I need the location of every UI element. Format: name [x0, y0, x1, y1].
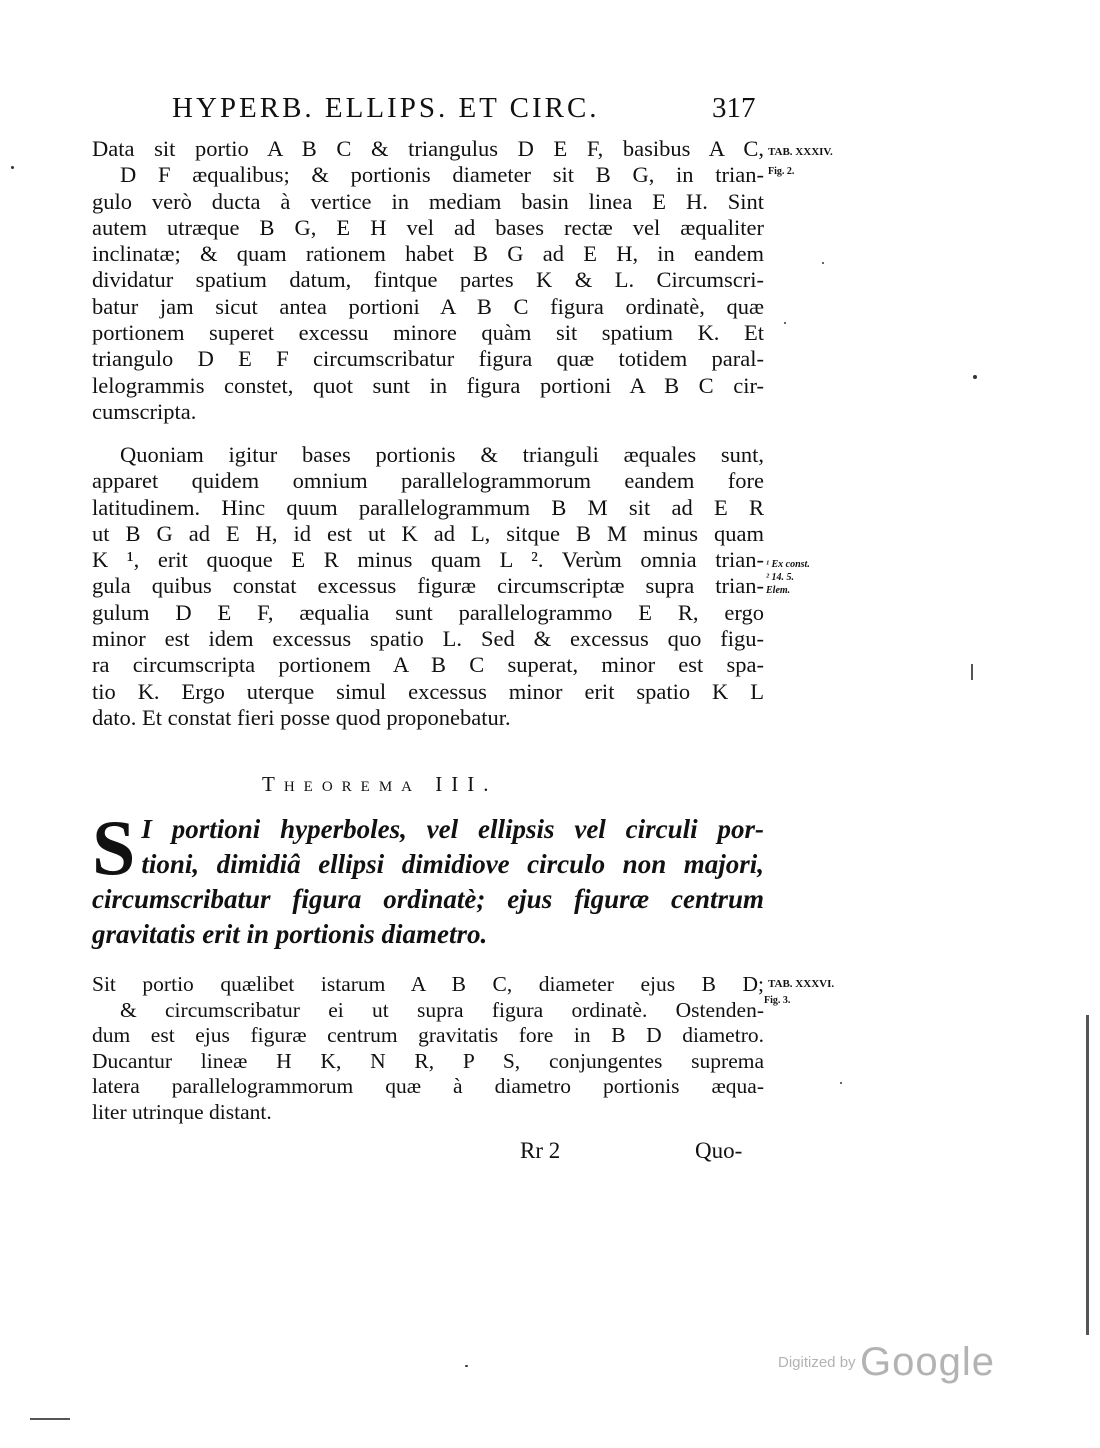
text-line: inclinatæ; & quam rationem habet B G ad E H, in eandem [92, 241, 764, 267]
text-line: batur jam sicut antea portioni A B C figura ordinatè, quæ [92, 293, 764, 319]
text-line: ra circumscripta portionem A B C superat, minor est spa- [92, 652, 764, 678]
text-line: minor est idem excessus spatio L. Sed & excessus quo figu- [92, 626, 764, 652]
text-line: portionem superet excessu minore quàm sit spatium K. Et [92, 320, 764, 346]
text-line: liter utrinque distant. [92, 1099, 272, 1124]
text-line: latera parallelogrammorum quæ à diametro portionis æqua- [92, 1074, 764, 1099]
margin-note-ref: ¹ Ex const. ² 14. 5. Elem. [766, 559, 810, 596]
theorem-line: gravitatis erit in portionis diametro. [92, 919, 488, 949]
text-line: apparet quidem omnium parallelogrammorum eandem fore [92, 468, 764, 494]
google-logo: Google [860, 1340, 995, 1384]
paragraph-demonstration [92, 442, 764, 731]
text-line: gula quibus constat excessus figuræ circumscriptæ supra trian- [92, 573, 764, 599]
text-line: lelogrammis constet, quot sunt in figura portioni A B C cir- [92, 372, 764, 398]
text-line: ut B G ad E H, id est ut K ad L, sitque B M minus quam [92, 520, 764, 546]
text-line: gulo verò ducta à vertice in mediam basin linea E H. Sint [92, 188, 764, 214]
paragraph-theorem-proof [92, 972, 764, 1126]
page-number: 317 [712, 92, 756, 124]
text-line: K ¹, erit quoque E R minus quam L ². Verùm omnia trian- [92, 547, 764, 573]
theorem-line: tioni, dimidiâ ellipsi dimidiove circulo non majori, [141, 849, 764, 879]
text-line: gulum D E F, æqualia sunt parallelogrammo E R, ergo [92, 599, 764, 625]
text-line: autem utræque B G, E H vel ad bases rectæ vel æqualiter [92, 214, 764, 240]
text-line: latitudinem. Hinc quum parallelogrammum B M sit ad E R [92, 494, 764, 520]
scan-edge-line [1086, 1015, 1089, 1335]
margin-note-tab-36: TAB. XXXVI. [768, 978, 835, 990]
text-line: & circumscribatur ei ut supra figura ordinatè. Ostenden- [120, 997, 764, 1022]
text-line: Sit portio quælibet istarum A B C, diameter ejus B D; [92, 972, 764, 996]
text-line: dum est ejus figuræ centrum gravitatis fore in B D diametro. [92, 1023, 764, 1048]
digitized-watermark [778, 1340, 995, 1385]
text-line: D F æqualibus; & portionis diameter sit B G, in trian- [120, 162, 764, 188]
text-line: tio K. Ergo uterque simul excessus minor erit spatio K L [92, 678, 764, 704]
running-head: HYPERB. ELLIPS. ET CIRC. [172, 92, 600, 124]
text-line: Data sit portio A B C & triangulus D E F, basibus A C, [92, 136, 764, 161]
theorem-statement [92, 804, 764, 952]
paragraph-proposition-proof [92, 136, 764, 425]
scan-speck [11, 166, 14, 169]
margin-note-fig-3: Fig. 3. [764, 995, 791, 1006]
theorem-line: circumscribatur figura ordinatè; ejus figuræ centrum [92, 884, 764, 914]
scan-speck [822, 262, 824, 264]
scan-speck [840, 1082, 842, 1084]
drop-cap: S [92, 804, 136, 891]
theorem-line: I portioni hyperboles, vel ellipsis vel circuli por- [141, 814, 764, 844]
digitized-by-text: Digitized by [778, 1354, 856, 1371]
text-line: Quoniam igitur bases portionis & trianguli æquales sunt, [120, 442, 764, 467]
catchword: Quo- [695, 1138, 743, 1163]
theorem-title: Theorema III. [262, 772, 498, 796]
margin-note-tab-34: TAB. XXXIV. [768, 146, 833, 158]
text-line: Ducantur lineæ H K, N R, P S, conjungentes suprema [92, 1048, 764, 1073]
scan-mark [30, 1418, 70, 1420]
margin-note-fig-2: Fig. 2. [768, 166, 795, 177]
text-line: cumscripta. [92, 398, 197, 424]
scan-speck [465, 1365, 468, 1367]
text-line: dividatur spatium datum, fintque partes K & L. Circumscri- [92, 267, 764, 293]
scan-speck [973, 375, 977, 379]
signature-mark: Rr 2 [520, 1138, 561, 1163]
scan-speck [784, 322, 786, 324]
text-line: dato. Et constat fieri posse quod proponebatur. [92, 704, 511, 730]
scan-mark [971, 664, 973, 680]
text-line: triangulo D E F circumscribatur figura quæ totidem paral- [92, 346, 764, 372]
